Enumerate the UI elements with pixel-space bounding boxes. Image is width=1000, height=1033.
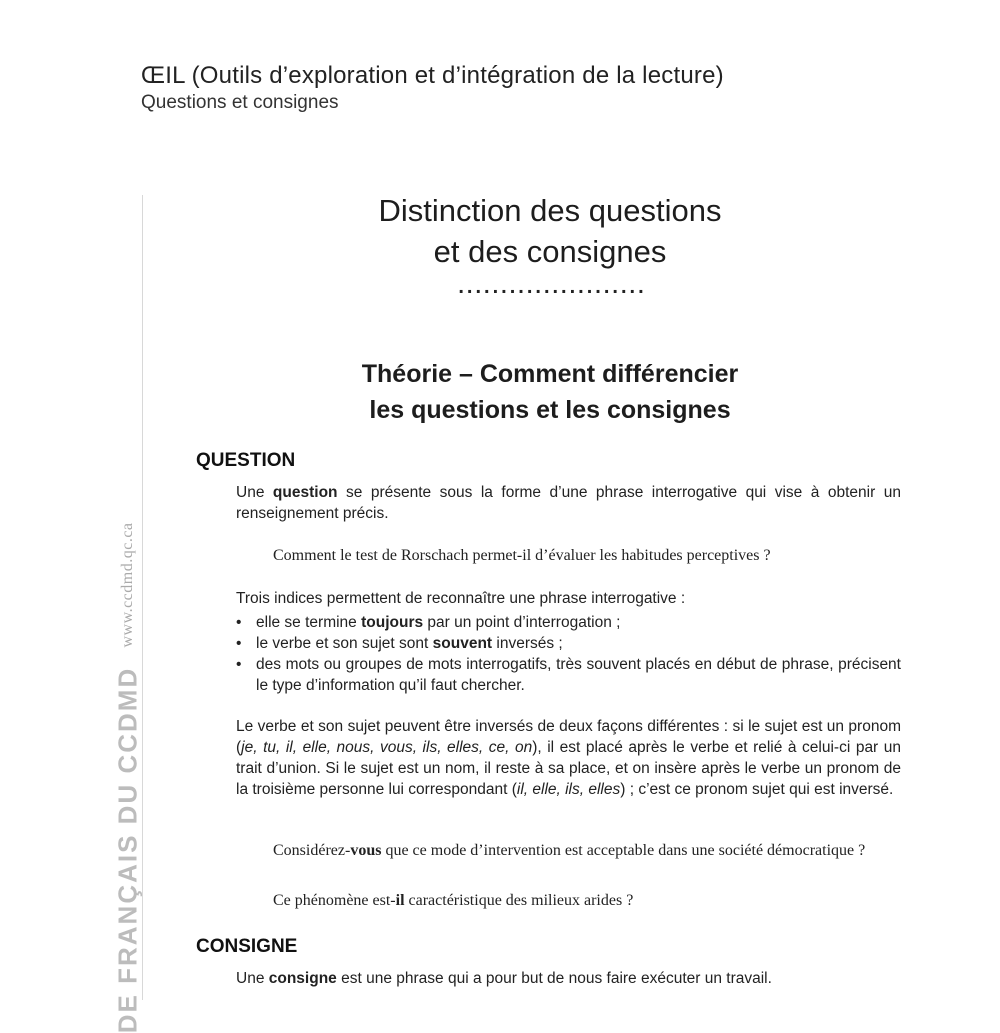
text-run: ) ; c’est ce pronom sujet qui est inversé. [620,781,894,798]
section-subtitle-line-2: les questions et les consignes [369,396,731,424]
bold-term: toujours [361,614,424,631]
text-run: inversés ; [492,635,563,652]
section-subtitle-line-1: Théorie – Comment différencier [361,360,739,388]
sidebar-url: www.ccdmd.qc.ca [119,522,136,648]
bold-term: question [272,484,338,501]
list-item [236,633,901,654]
text-run: Une [236,484,273,501]
list-item [236,612,901,633]
question-definition [236,482,901,524]
question-heading: QUESTION [196,450,296,471]
text-run: que ce mode d’intervention est acceptable dans une société démocratique ? [381,842,866,859]
header-title: ŒIL (Outils d’exploration et d’intégration de la lecture) [141,62,724,89]
text-run: Ce phénomène est- [273,892,396,909]
text-run: Le verbe et son sujet peuvent être inversés de deux façons différentes : si le sujet est un pronom ( [236,718,901,756]
page-title-line-1: Distinction des questions [378,193,722,228]
text-run: le verbe et son sujet sont [256,635,433,652]
bold-term: vous [350,842,382,859]
page-title-line-2: et des consignes [433,234,667,269]
sidebar-brand: DE FRANÇAIS DU CCDMD [112,666,143,1033]
text-run: se présente sous la forme d’une phrase interrogative qui vise à obtenir un renseignement précis. [236,484,901,522]
example-sentence: Comment le test de Rorschach permet-il d’évaluer les habitudes perceptives ? [273,547,771,564]
text-run: par un point d’interrogation ; [423,614,621,631]
text-run: ), il est placé après le verbe et relié à celui-ci par un trait d’union. Si le sujet est un nom, il reste à sa place, et on insère après le verbe un pronom de la troisième personne lui correspondant ( [236,739,901,798]
text-run: Une [236,970,269,987]
document-header [141,62,724,114]
example-sentence [273,890,901,912]
page-title [300,190,800,272]
header-subtitle: Questions et consignes [141,92,339,113]
consigne-definition [236,968,901,989]
bold-term: souvent [432,635,493,652]
text-run: est une phrase qui a pour but de nous faire exécuter un travail. [336,970,772,987]
text-run: Considérez- [273,842,351,859]
italic-term: il, elle, ils, elles [516,781,621,798]
clues-intro: Trois indices permettent de reconnaître une phrase interrogative : [236,590,686,607]
dotted-divider: ...................... [458,276,647,298]
text-run: elle se termine [256,614,362,631]
bold-term: il [395,892,405,909]
bold-term: consigne [268,970,337,987]
consigne-heading: CONSIGNE [196,936,298,957]
inversion-paragraph [236,716,901,800]
clues-list [236,612,901,696]
list-item [236,654,901,696]
example-sentence [273,840,901,862]
text-run: caractéristique des milieux arides ? [404,892,634,909]
text-run: des mots ou groupes de mots interrogatifs, très souvent placés en début de phrase, précisent le type d’information qu’il faut chercher. [256,656,901,694]
italic-term: je, tu, il, elle, nous, vous, ils, elles, ce, on [241,739,533,756]
section-subtitle [300,356,800,428]
